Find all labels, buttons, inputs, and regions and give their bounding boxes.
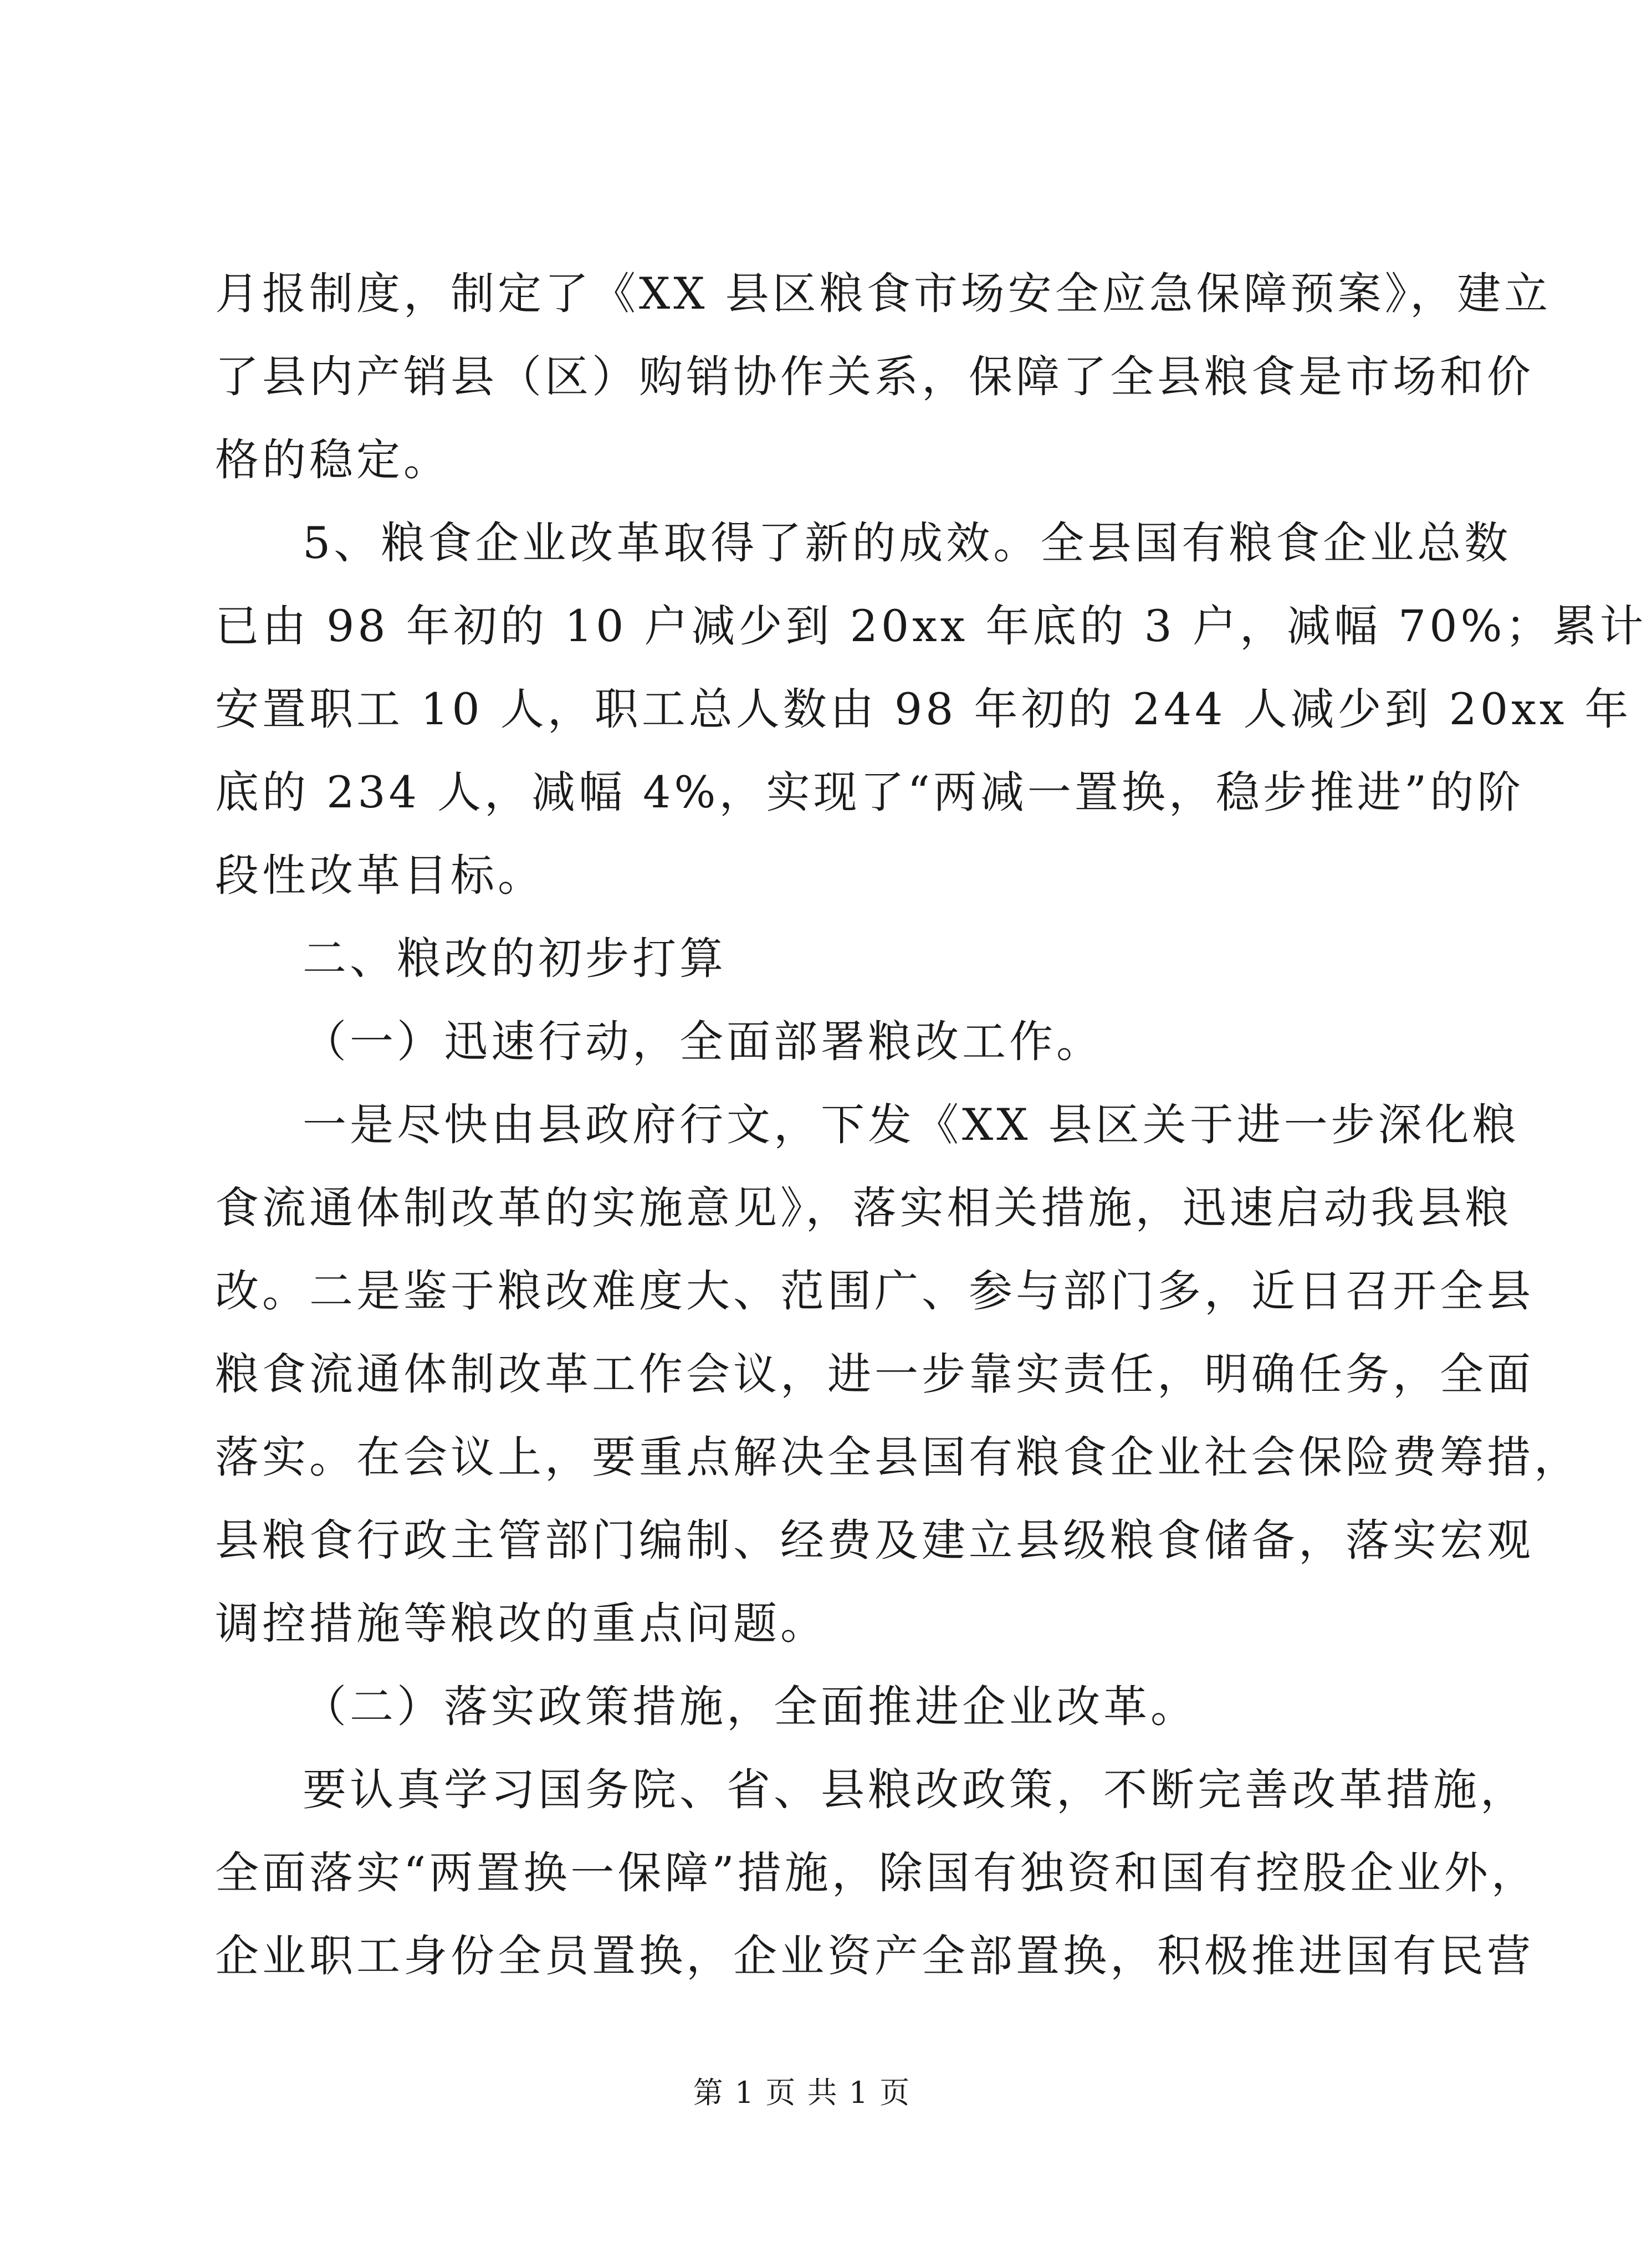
- text-line: 调控措施等粮改的重点问题。: [215, 1598, 827, 1649]
- section-heading: 二、粮改的初步打算: [303, 933, 727, 984]
- subsection-heading: （一）迅速行动，全面部署粮改工作。: [303, 1016, 1103, 1067]
- text-line: 落实。在会议上，要重点解决全县国有粮食企业社会保险费筹措，: [215, 1432, 1581, 1483]
- text-line: 格的稳定。: [215, 434, 451, 485]
- text-line: 5、粮食企业改革取得了新的成效。全县国有粮食企业总数: [303, 518, 1512, 569]
- text-line: 企业职工身份全员置换，企业资产全部置换，积极推进国有民营: [215, 1931, 1534, 1982]
- text-line: 安置职工 10 人，职工总人数由 98 年初的 244 人减少到 20xx 年: [215, 684, 1632, 735]
- text-line: 了县内产销县（区）购销协作关系，保障了全县粮食是市场和价: [215, 351, 1534, 402]
- text-line: 粮食流通体制改革工作会议，进一步靠实责任，明确任务，全面: [215, 1349, 1534, 1400]
- text-line: 段性改革目标。: [215, 850, 545, 901]
- text-line: 底的 234 人，减幅 4%，实现了“两减一置换，稳步推进”的阶: [215, 767, 1525, 818]
- page-footer: 第 1 页 共 1 页: [693, 2075, 911, 2110]
- text-line: 月报制度，制定了《XX 县区粮食市场安全应急保障预案》，建立: [215, 268, 1552, 319]
- text-line: 改。二是鉴于粮改难度大、范围广、参与部门多，近日召开全县: [215, 1266, 1534, 1317]
- text-line: 食流通体制改革的实施意见》，落实相关措施，迅速启动我县粮: [215, 1182, 1512, 1233]
- text-line: 一是尽快由县政府行文，下发《XX 县区关于进一步深化粮: [303, 1099, 1520, 1150]
- text-line: 已由 98 年初的 10 户减少到 20xx 年底的 3 户，减幅 70%；累计: [215, 601, 1647, 652]
- subsection-heading: （二）落实政策措施，全面推进企业改革。: [303, 1681, 1198, 1732]
- text-line: 县粮食行政主管部门编制、经费及建立县级粮食储备，落实宏观: [215, 1515, 1534, 1566]
- text-line: 全面落实“两置换一保障”措施，除国有独资和国有控股企业外，: [215, 1847, 1538, 1898]
- document-body: [215, 252, 1647, 1998]
- text-line: 要认真学习国务院、省、县粮改政策，不断完善改革措施，: [303, 1764, 1527, 1815]
